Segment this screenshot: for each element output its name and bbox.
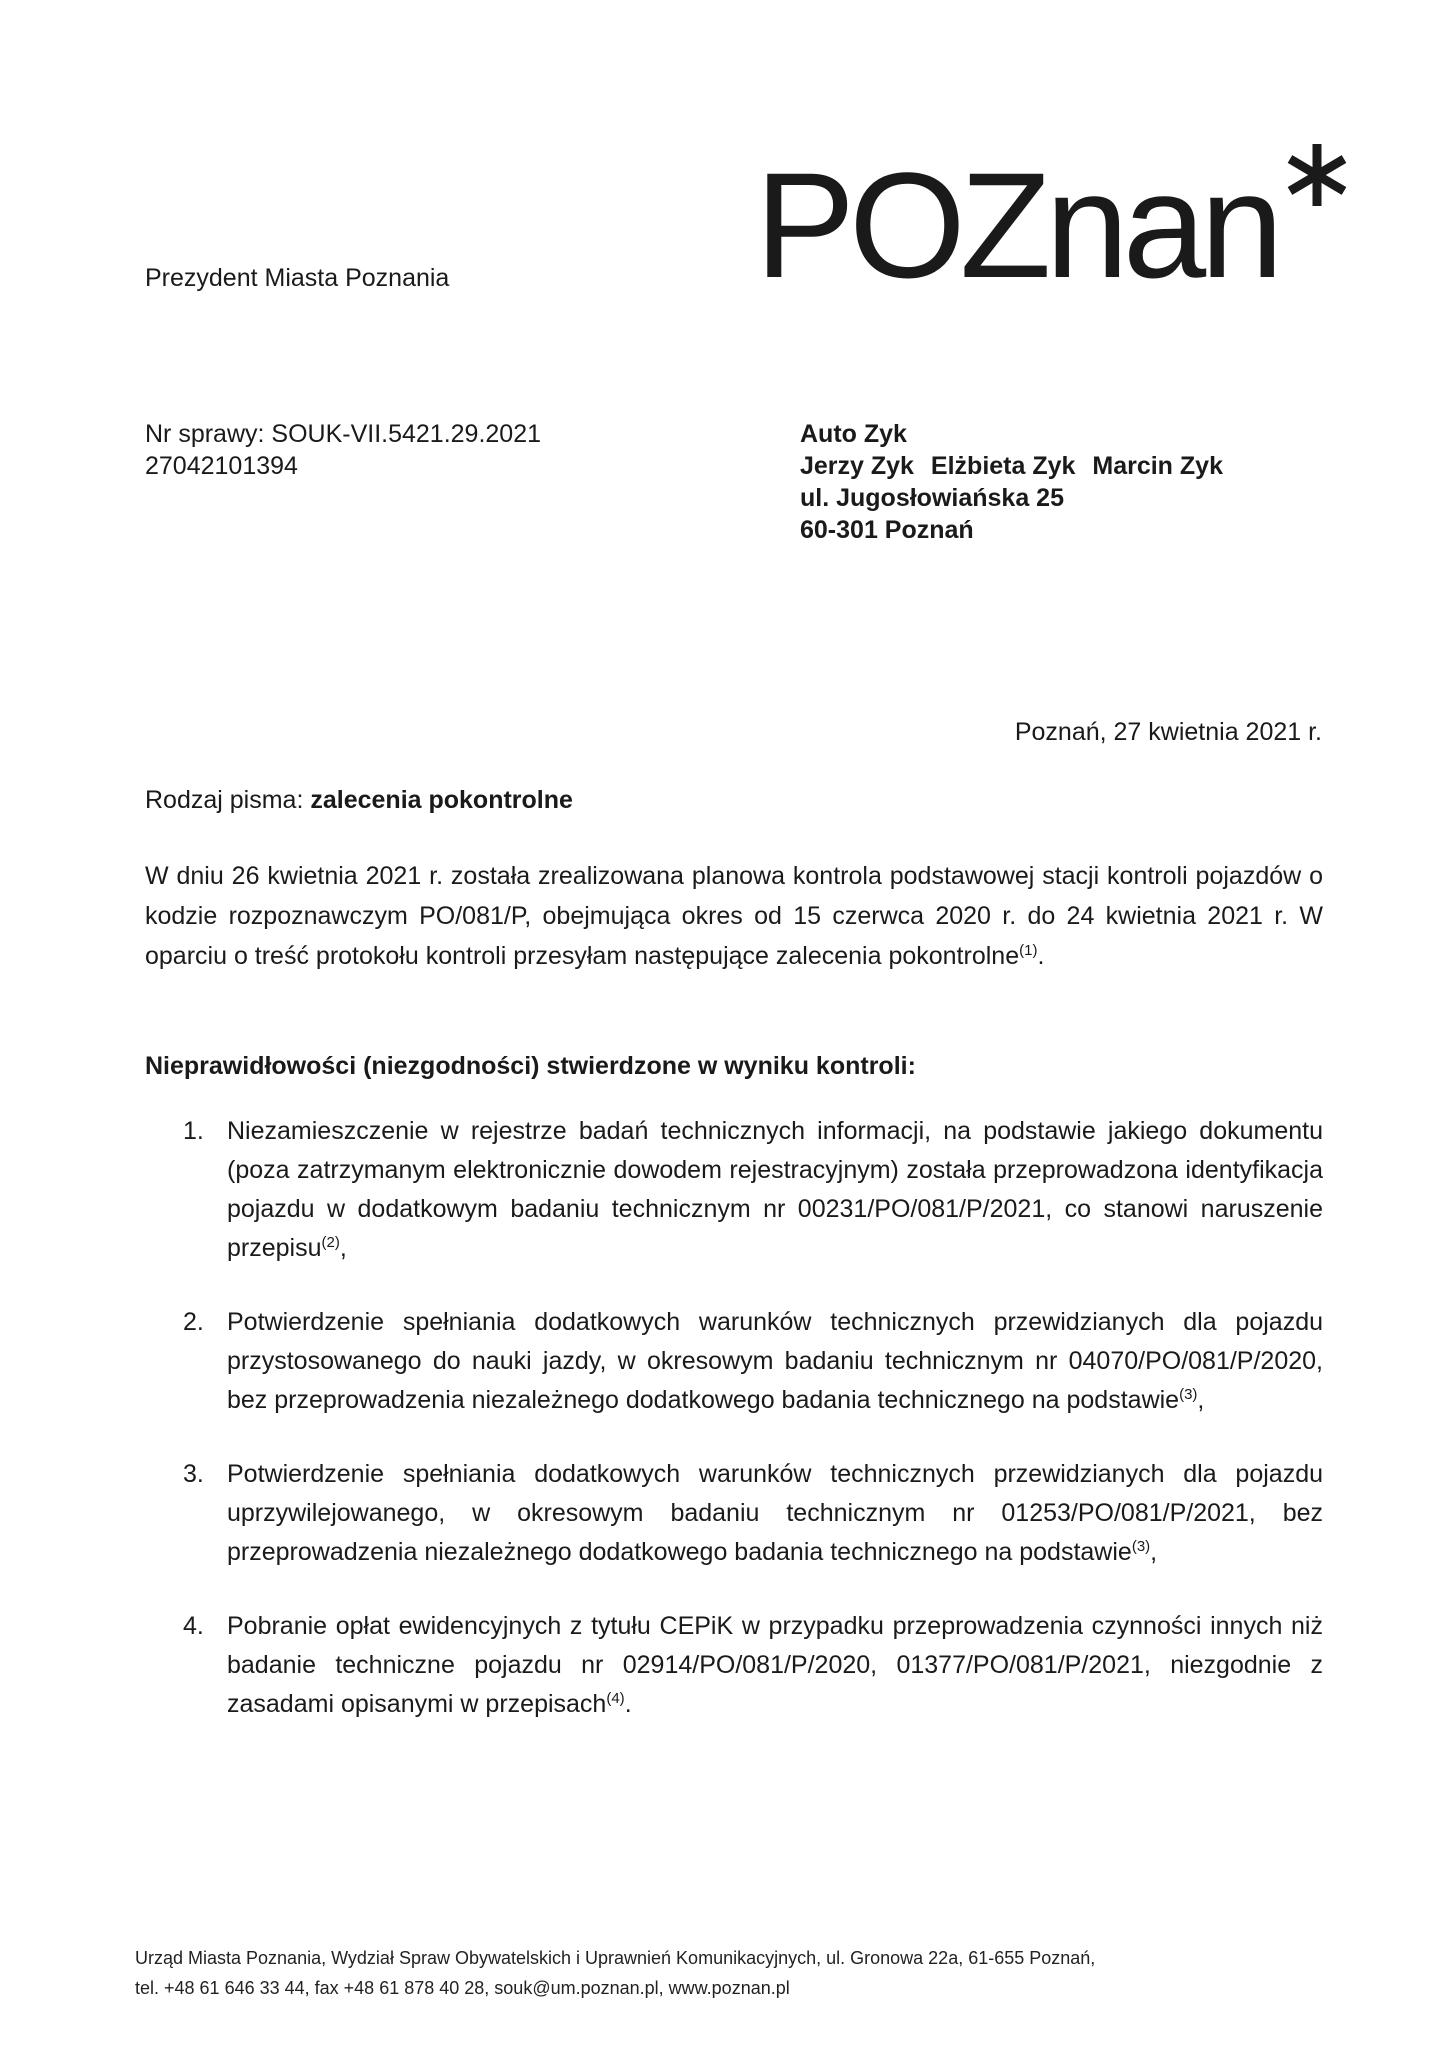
finding-text: Pobranie opłat ewidencyjnych z tytułu CEPiK w przypadku przeprowadzenia czynności innych niż badanie techniczne pojazdu nr 02914/PO/081/P/2020, 01377/PO/081/P/2021, niezgodnie z zasadami opisanymi w przepisach [227, 1612, 1323, 1718]
document-type [145, 786, 573, 815]
recipient-company: Auto Zyk [800, 420, 907, 448]
footnote-ref: (4) [606, 1690, 625, 1707]
footer-contact: tel. +48 61 646 33 44, fax +48 61 878 40 28, souk@um.poznan.pl, www.poznan.pl [135, 1978, 790, 1998]
recipient-address [800, 418, 1233, 546]
recipient-name: Jerzy Zyk [800, 452, 914, 480]
poznan-logo [755, 140, 1355, 310]
intro-text: W dniu 26 kwietnia 2021 r. została zrealizowana planowa kontrola podstawowej stacji kontroli pojazdów o kodzie rozpoznawczym PO/081/P, obejmująca okres od 15 czerwca 2020 r. do 24 kwietnia 2021 r. W oparciu o treść protokołu kontroli przesyłam następujące zalecenia pokontrolne [145, 862, 1323, 970]
recipient-street: ul. Jugosłowiańska 25 [800, 484, 1064, 512]
footnote-ref: (3) [1179, 1386, 1198, 1403]
document-type-value: zalecenia pokontrolne [310, 786, 573, 814]
irregularities-heading: Nieprawidłowości (niezgodności) stwierdzone w wyniku kontroli: [145, 1052, 916, 1080]
letter-date: Poznań, 27 kwietnia 2021 r. [1014, 718, 1322, 746]
finding-item [145, 1455, 1323, 1572]
footer-address: Urząd Miasta Poznania, Wydział Spraw Obywatelskich i Uprawnień Komunikacyjnych, ul. Gronowa 22a, 61-655 Poznań, [135, 1948, 1096, 1968]
sender-title: Prezydent Miasta Poznania [145, 264, 450, 292]
finding-end: , [339, 1234, 347, 1262]
case-id: 27042101394 [145, 452, 298, 480]
finding-text: Potwierdzenie spełniania dodatkowych warunków technicznych przewidzianych dla pojazdu przystosowanego do nauki jazdy, w okresowym badaniu technicznym nr 04070/PO/081/P/2020, bez przeprowadzenia niezależnego dodatkowego badania technicznego na podstawie [227, 1308, 1323, 1414]
footnote-ref: (2) [321, 1234, 340, 1251]
footnote-ref: (1) [1019, 942, 1038, 959]
finding-text: Niezamieszczenie w rejestrze badań technicznych informacji, na podstawie jakiego dokumentu (poza zatrzymanym elektronicznie dowodem rejestracyjnym) została przeprowadzona identyfikacja pojazdu w dodatkowym badaniu technicznym nr 00231/PO/081/P/2021, co stanowi naruszenie przepisu [227, 1117, 1323, 1262]
finding-item [145, 1303, 1323, 1420]
recipient-city: 60-301 Poznań [800, 516, 974, 544]
finding-number: 4. [183, 1612, 204, 1640]
case-number: Nr sprawy: SOUK-VII.5421.29.2021 [145, 420, 542, 448]
intro-end: . [1037, 942, 1045, 970]
intro-paragraph [145, 856, 1323, 976]
finding-item [145, 1607, 1323, 1724]
finding-end: , [1197, 1386, 1205, 1414]
finding-number: 1. [183, 1117, 204, 1145]
findings-list [145, 1112, 1323, 1759]
finding-text: Potwierdzenie spełniania dodatkowych warunków technicznych przewidzianych dla pojazdu uprzywilejowanego, w okresowym badaniu technicznym nr 01253/PO/081/P/2021, bez przeprowadzenia niezależnego dodatkowego badania technicznego na podstawie [227, 1460, 1323, 1566]
logo-wordmark: POZnan [755, 141, 1278, 309]
footer [135, 1943, 1095, 2003]
recipient-names [800, 450, 1233, 482]
recipient-name: Elżbieta Zyk [930, 452, 1076, 480]
asterisk-icon [1282, 140, 1352, 210]
finding-end: . [624, 1690, 632, 1718]
finding-end: , [1150, 1538, 1158, 1566]
finding-item [145, 1112, 1323, 1268]
case-info [145, 418, 541, 482]
recipient-name: Marcin Zyk [1092, 452, 1223, 480]
footnote-ref: (3) [1131, 1538, 1151, 1555]
finding-number: 3. [183, 1460, 204, 1488]
finding-number: 2. [183, 1308, 204, 1336]
document-type-label: Rodzaj pisma: [145, 786, 311, 814]
